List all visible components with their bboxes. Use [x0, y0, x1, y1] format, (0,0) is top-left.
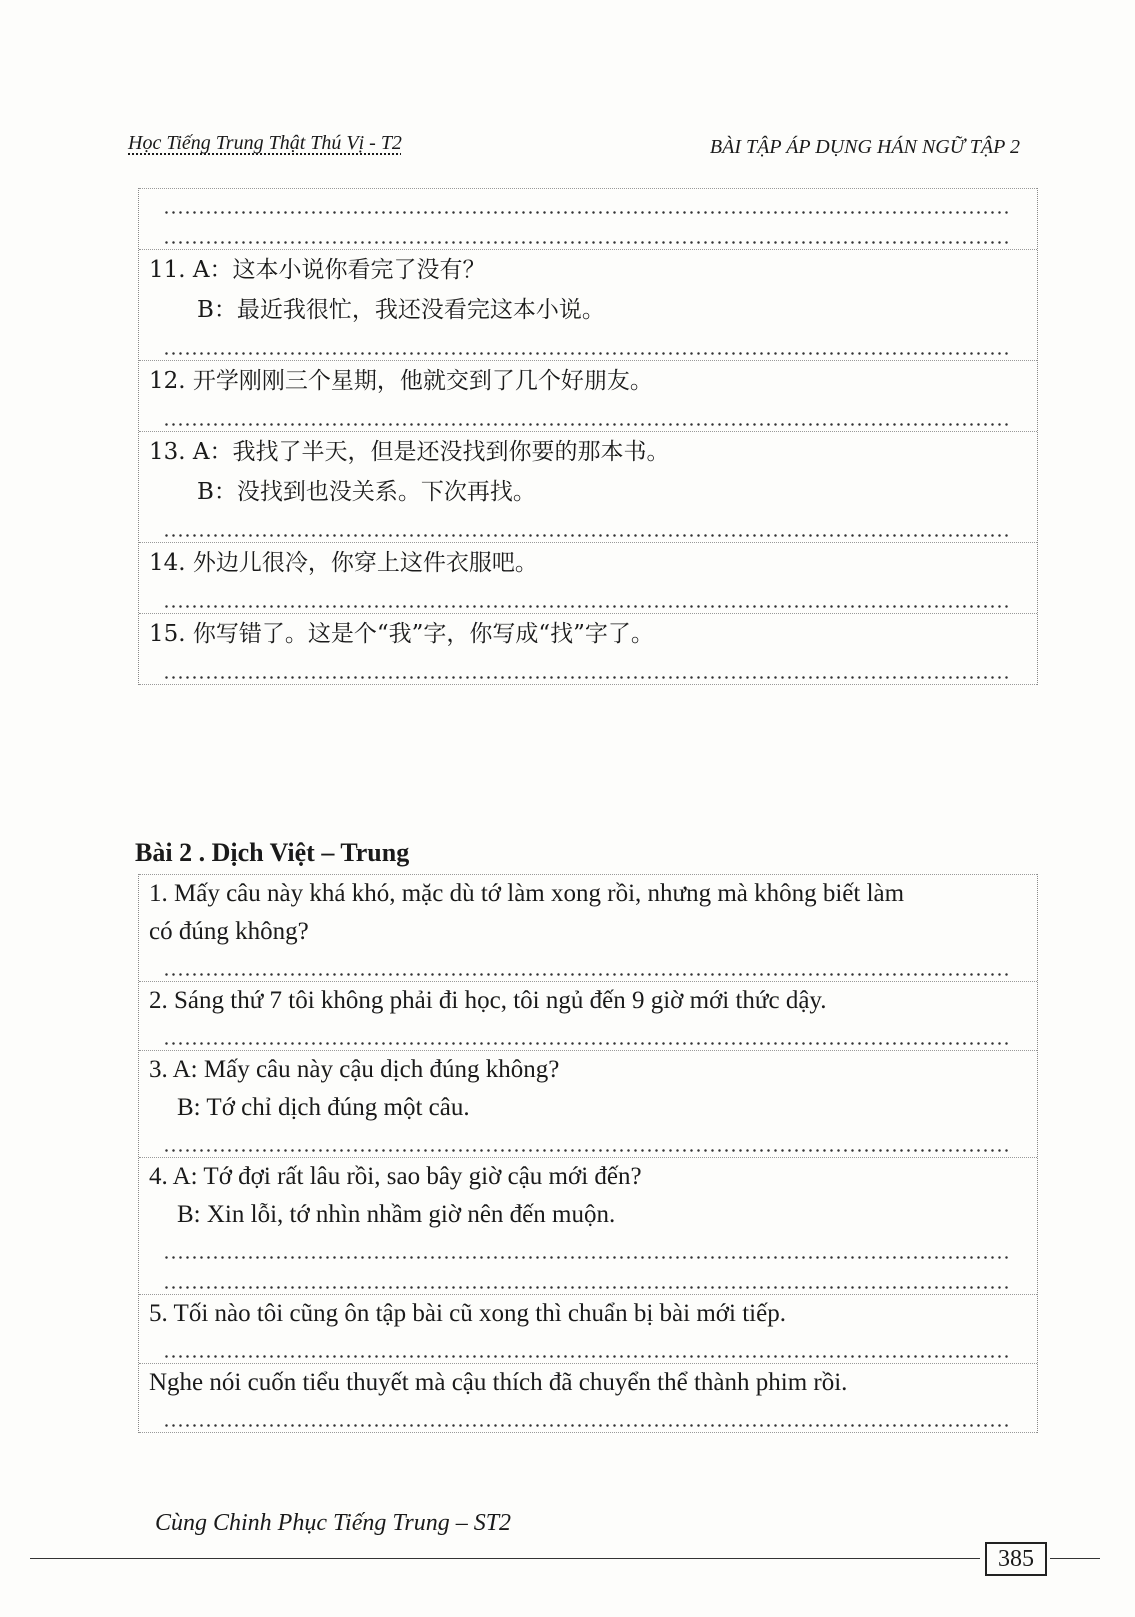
header-book-title: Học Tiếng Trung Thật Thú Vị - T2: [128, 132, 402, 154]
exercise-item-14: [139, 542, 1037, 613]
item-text: 11. A：这本小说你看完了没有？: [149, 257, 486, 283]
answer-line: [163, 189, 1009, 219]
item-text: 15. 你写错了。这是个“我”字，你写成“找”字了。: [149, 621, 654, 647]
answer-line: [163, 512, 1009, 542]
item-text: 2. Sáng thứ 7 tôi không phải đi học, tôi ngủ đến 9 giờ mới thức dậy.: [149, 987, 827, 1014]
item-text: 4. A: Tớ đợi rất lâu rồi, sao bây giờ cậu mới đến?: [149, 1163, 642, 1190]
answer-line: [163, 654, 1009, 684]
answer-line: [163, 1333, 1009, 1363]
answer-line: [163, 219, 1009, 249]
item-text: 1. Mấy câu này khá khó, mặc dù tớ làm xong rồi, nhưng mà không biết làm: [149, 880, 905, 907]
exercise-item-6: [139, 1363, 1037, 1433]
item-text: 3. A: Mấy câu này cậu dịch đúng không?: [149, 1056, 560, 1083]
answer-line: [163, 1020, 1009, 1050]
exercise-item-5: [139, 1294, 1037, 1363]
item-text: B：没找到也没关系。下次再找。: [197, 479, 536, 505]
footer-series-title: Cùng Chinh Phục Tiếng Trung – ST2: [155, 1510, 512, 1536]
footer-rule: [1050, 1558, 1100, 1559]
item-text: B：最近我很忙，我还没看完这本小说。: [197, 297, 605, 323]
exercise-item-15: [139, 613, 1037, 685]
item-text: B: Tớ chỉ dịch đúng một câu.: [177, 1094, 470, 1121]
exercise-1-box: [138, 188, 1038, 685]
item-text: có đúng không?: [149, 918, 309, 945]
header-chapter-title: BÀI TẬP ÁP DỤNG HÁN NGỮ TẬP 2: [709, 136, 1020, 158]
answer-row: [139, 188, 1037, 249]
item-text: 14. 外边儿很冷，你穿上这件衣服吧。: [149, 550, 538, 576]
item-text: 13. A：我找了半天，但是还没找到你要的那本书。: [149, 439, 670, 465]
item-text: Nghe nói cuốn tiểu thuyết mà cậu thích đã chuyển thể thành phim rồi.: [149, 1369, 848, 1396]
answer-line: [163, 583, 1009, 613]
section-title: Bài 2 . Dịch Việt – Trung: [135, 838, 410, 867]
answer-line: [163, 1264, 1009, 1294]
exercise-item-4: [139, 1157, 1037, 1294]
exercise-item-12: [139, 360, 1037, 431]
exercise-item-11: [139, 249, 1037, 360]
answer-line: [163, 1234, 1009, 1264]
item-text: B: Xin lỗi, tớ nhìn nhầm giờ nên đến muộn.: [177, 1201, 616, 1228]
answer-line: [163, 1127, 1009, 1157]
exercise-2-box: [138, 874, 1038, 1433]
answer-line: [163, 951, 1009, 981]
footer-rule: [30, 1558, 980, 1559]
item-text: 12. 开学刚刚三个星期，他就交到了几个好朋友。: [149, 368, 653, 394]
exercise-item-3: [139, 1050, 1037, 1157]
answer-line: [163, 330, 1009, 360]
item-text: 5. Tối nào tôi cũng ôn tập bài cũ xong thì chuẩn bị bài mới tiếp.: [149, 1300, 786, 1327]
exercise-item-2: [139, 981, 1037, 1050]
answer-line: [163, 401, 1009, 431]
page-number: 385: [985, 1542, 1047, 1576]
exercise-item-1: [139, 874, 1037, 981]
answer-line: [163, 1402, 1009, 1432]
exercise-item-13: [139, 431, 1037, 542]
